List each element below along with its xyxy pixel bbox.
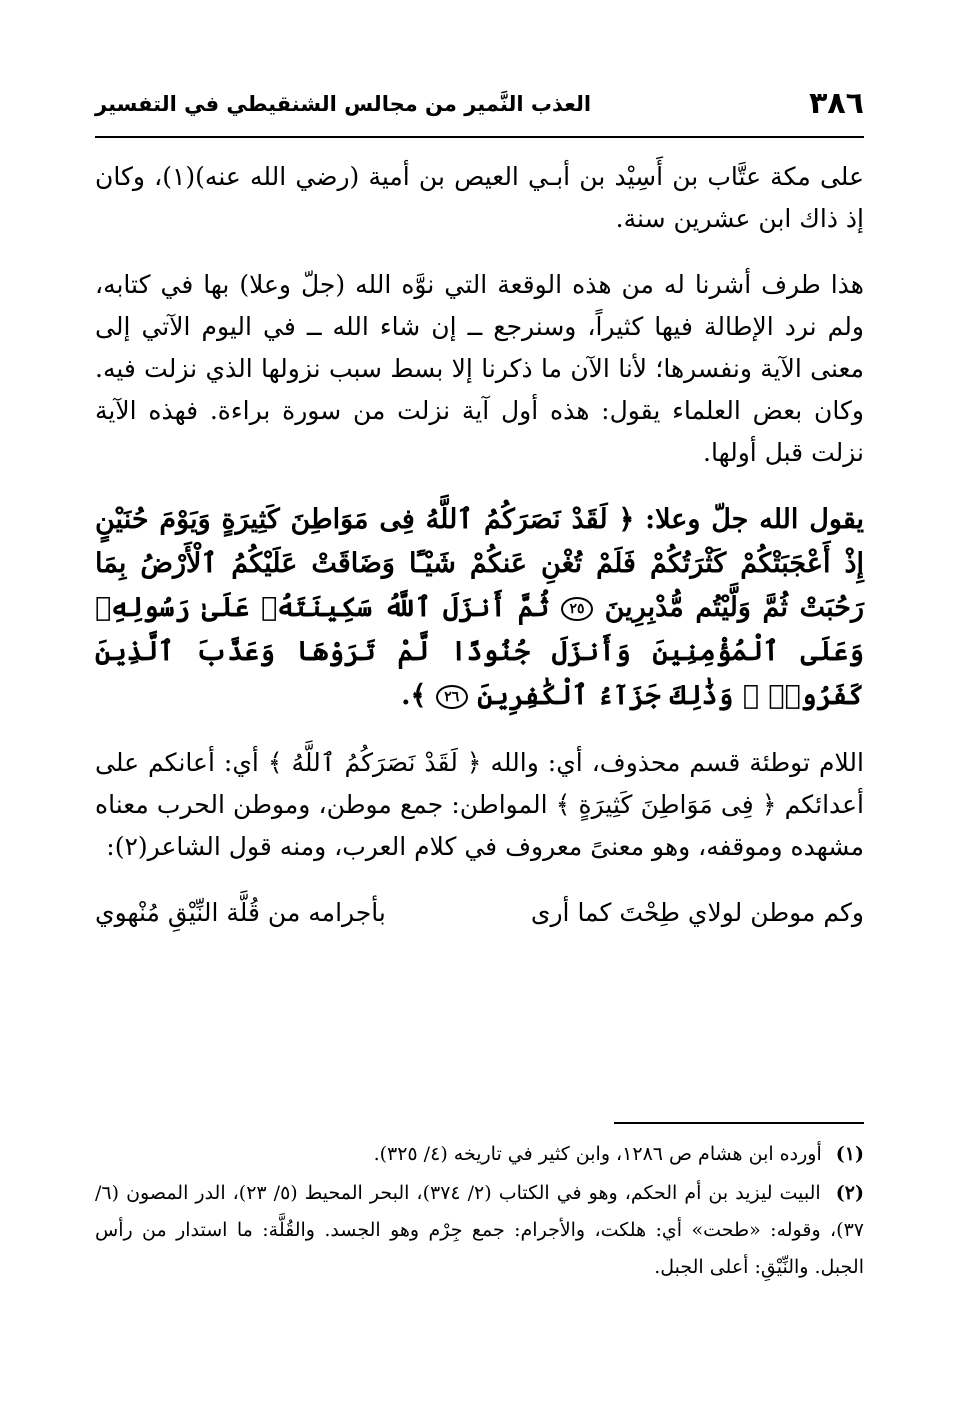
footnote-1-number: (١) (835, 1143, 864, 1165)
ayah-marker-25: ٢٥ (561, 597, 593, 621)
main-text (95, 156, 864, 934)
verse-text-part-2: ثُمَّ أَنزَلَ ٱللَّهُ سَكِينَتَهُۥ عَلَىٰ رَسُولِهِۦ وَعَلَى ٱلْمُؤْمِنِينَ وَأَنزَلَ جُنُودًا لَّمْ تَرَوْهَا وَعَذَّبَ ٱلَّذِينَ كَفَرُوا۟ ۚ وَذَٰلِكَ جَزَآءُ ٱلْكَٰفِرِينَ (95, 592, 864, 711)
footnotes (95, 1136, 864, 1288)
poem-hemistich-2: بأجرامه من قُلَّة النِّيْقِ مُنْهوي (95, 898, 386, 927)
poem-hemistich-1: وكم موطن لولاي طِحْتَ كما أرى (530, 898, 864, 927)
running-title: العذب النَّمير من مجالس الشنقيطي في التفسير (95, 92, 592, 116)
page-header (95, 84, 864, 134)
ayah-marker-26: ٢٦ (436, 685, 468, 709)
page-number: ٣٨٦ (809, 86, 864, 121)
poem-verse (95, 892, 864, 934)
paragraph-2: هذا طرف أشرنا له من هذه الوقعة التي نوَّه الله (جلّ وعلا) بها في كتابه، ولم نرد الإطالة فيها كثيراً، وسنرجع ــ إن شاء الله ــ في اليوم الآتي إلى معنى الآية ونفسرها؛ لأنا الآن ما ذكرنا إلا بسط سبب نزولها الذي نزلت فيه. وكان بعض العلماء يقول: هذه أول آية نزلت من سورة براءة. فهذه الآية نزلت قبل أولها. (95, 270, 864, 467)
paragraph-1: على مكة عتَّاب بن أَسِيْد بن أبـي العيص بن أمية (رضي الله عنه)(١)، وكان إذ ذاك ابن عشرين سنة. (95, 162, 864, 233)
footnote-2 (95, 1175, 864, 1286)
commentary-paragraph: اللام توطئة قسم محذوف، أي: والله ﴿ لَقَدْ نَصَرَكُمُ ٱللَّهُ ﴾ أي: أعانكم على أعدائكم ﴿ فِى مَوَاطِنَ كَثِيرَةٍ ﴾ المواطن: جمع موطن، وموطن الحرب معناه مشهده وموقفه، وهو معنىً معروف في كلام العرب، ومنه قول الشاعر(٢): (95, 748, 864, 861)
footnote-rule (614, 1122, 864, 1124)
footnote-2-text: البيت ليزيد بن أم الحكم، وهو في الكتاب (٢/ ٣٧٤)، البحر المحيط (٥/ ٢٣)، الدر المصون (٦/ ٣٧)، وقوله: «طحت» أي: هلكت، والأجرام: جمع جِرْم وهو الجسد. والقُلَّة: ما استدار من رأس الجبل. والنِّيْقِ: أعلى الجبل. (95, 1182, 864, 1278)
header-rule (95, 136, 864, 138)
verse-text-part-1: يقول الله جلّ وعلا: ﴿ لَقَدْ نَصَرَكُمُ ٱللَّهُ فِى مَوَاطِنَ كَثِيرَةٍ وَيَوْمَ حُنَيْنٍ إِذْ أَعْجَبَتْكُمْ كَثْرَتُكُمْ فَلَمْ تُغْنِ عَنكُمْ شَيْـًٔا وَضَاقَتْ عَلَيْكُمُ ٱلْأَرْضُ بِمَا رَحُبَتْ ثُمَّ وَلَّيْتُم مُّدْبِرِينَ (95, 504, 864, 623)
footnote-2-number: (٢) (835, 1182, 864, 1204)
footnote-1-text: أورده ابن هشام ص ١٢٨٦، وابن كثير في تاريخه (٤/ ٣٢٥). (373, 1143, 822, 1165)
quran-verse-paragraph (95, 498, 864, 718)
verse-close: ﴾. (401, 680, 427, 711)
footnote-1 (95, 1136, 864, 1173)
